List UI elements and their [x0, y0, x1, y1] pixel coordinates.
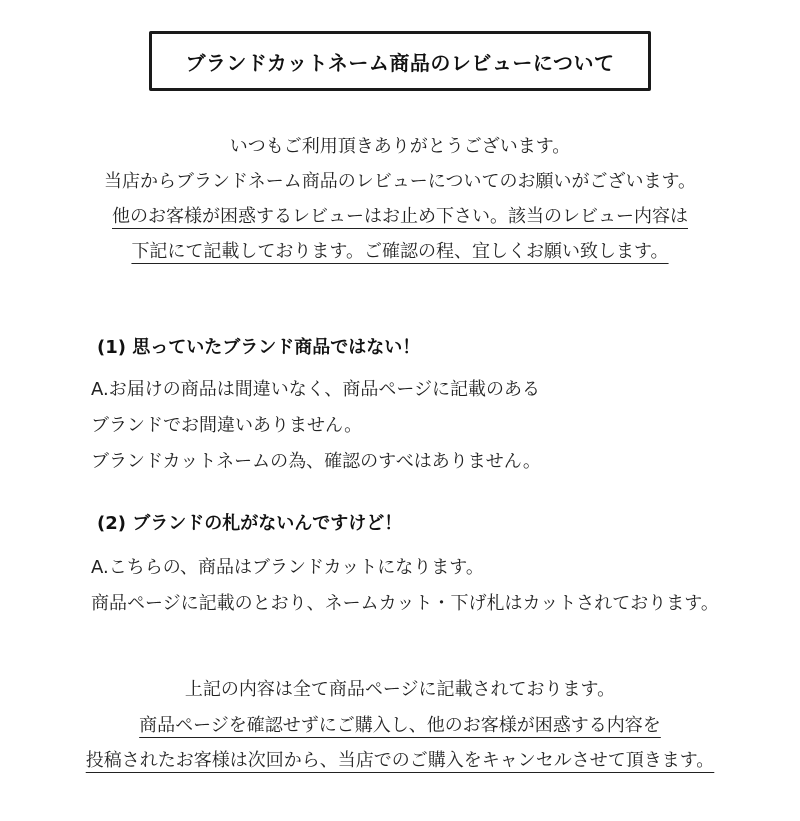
intro-line-4-wrap [0, 240, 800, 264]
q1-heading: (1) 思っていたブランド商品ではない！ [97, 337, 421, 358]
q1-answer-line-2: ブランドでお間違いありません。 [91, 415, 363, 436]
intro-line-3: 他のお客様が困惑するレビューはお止め下さい。該当のレビュー内容は [112, 206, 688, 227]
title-box [149, 31, 651, 91]
intro-line-2: 当店からブランドネーム商品のレビューについてのお願いがございます。 [103, 171, 697, 192]
page-title: ブランドカットネーム商品のレビューについて [185, 50, 615, 75]
intro-line-4: 下記にて記載しております。ご確認の程、宜しくお願い致します。 [131, 241, 669, 262]
intro-line-3-wrap [0, 205, 800, 229]
q2-answer-line-2: 商品ページに記載のとおり、ネームカット・下げ札はカットされております。 [91, 593, 719, 614]
footer-line-3: 投稿されたお客様は次回から、当店でのご購入をキャンセルさせて頂きます。 [85, 750, 715, 771]
footer-line-2-wrap [0, 714, 800, 738]
q1-answer-line-1: A.お届けの商品は間違いなく、商品ページに記載のある [91, 379, 540, 400]
footer-line-3-wrap [0, 749, 800, 773]
q2-answer-line-1: A.こちらの、商品はブランドカットになります。 [91, 557, 484, 578]
q1-answer-line-3: ブランドカットネームの為、確認のすべはありません。 [91, 451, 541, 472]
footer-line-1: 上記の内容は全て商品ページに記載されております。 [184, 679, 616, 700]
q2-heading: (2) ブランドの札がないんですけど！ [97, 513, 403, 534]
intro-line-1: いつもご利用頂きありがとうございます。 [229, 136, 571, 157]
footer-line-2: 商品ページを確認せずにご購入し、他のお客様が困惑する内容を [139, 715, 661, 736]
